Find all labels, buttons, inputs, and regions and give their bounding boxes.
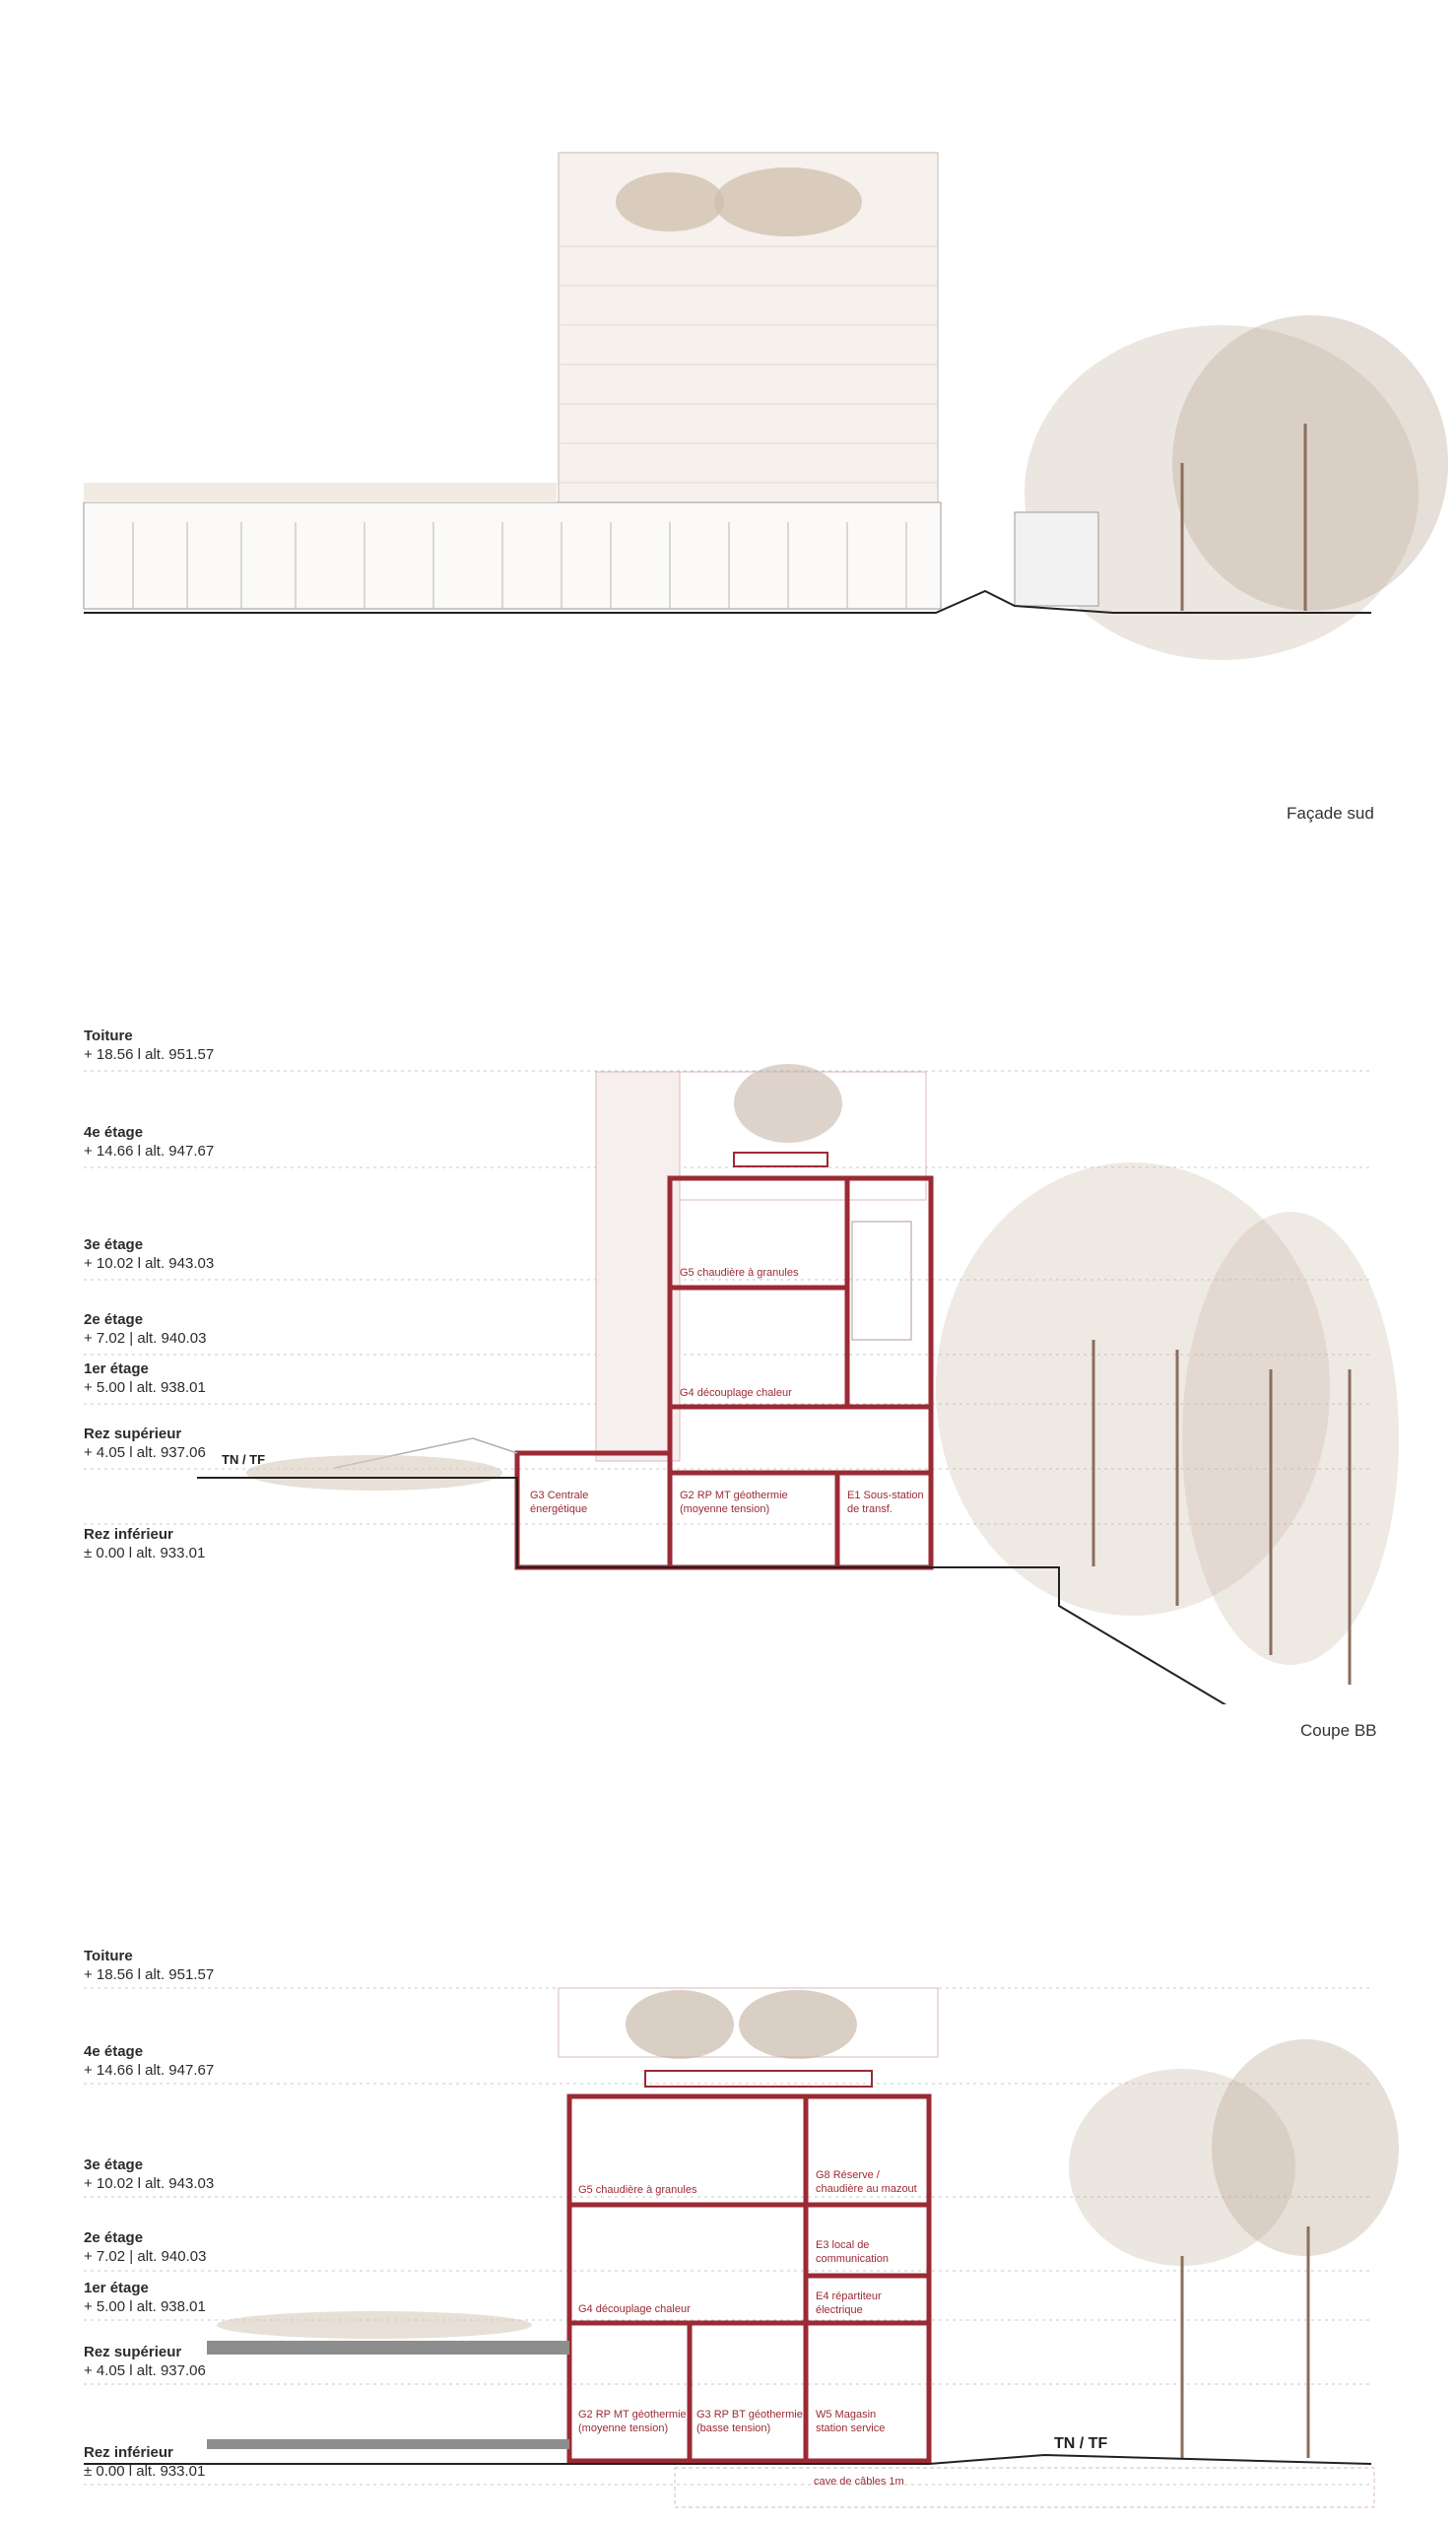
coupe-aa-room-g2a: G2 RP MT géothermie — [578, 2409, 687, 2421]
coupe-aa-room-g8b: chaudière au mazout — [816, 2183, 917, 2195]
coupe-aa-room-g8a: G8 Réserve / — [816, 2169, 880, 2181]
coupe-bb-room-g4: G4 découplage chaleur — [680, 1387, 792, 1399]
coupe-aa-level-4e: 4e étage + 14.66 l alt. 947.67 — [84, 2043, 215, 2079]
coupe-bb-room-g3a: G3 Centrale — [530, 1490, 589, 1501]
coupe-aa-level-3e: 3e étage + 10.02 l alt. 943.03 — [84, 2157, 215, 2192]
coupe-bb-level-3e: 3e étage + 10.02 l alt. 943.03 — [84, 1236, 215, 1272]
coupe-bb-room-g5: G5 chaudière à granules — [680, 1267, 799, 1279]
coupe-bb-ground-label: TN / TF — [222, 1452, 266, 1467]
coupe-bb-room-e1b: de transf. — [847, 1503, 893, 1515]
coupe-bb-level-2e: 2e étage + 7.02 | alt. 940.03 — [84, 1311, 207, 1347]
coupe-aa-level-toiture: Toiture + 18.56 l alt. 951.57 — [84, 1948, 215, 1983]
coupe-aa-level-1er: 1er étage + 5.00 l alt. 938.01 — [84, 2280, 206, 2315]
coupe-bb-room-g2a: G2 RP MT géothermie — [680, 1490, 788, 1501]
coupe-bb-room-g3b: énergétique — [530, 1503, 588, 1515]
coupe-aa-room-g2b: (moyenne tension) — [578, 2422, 669, 2434]
coupe-bb-room-e1a: E1 Sous-station — [847, 1490, 924, 1501]
coupe-bb-level-rez-sup: Rez supérieur + 4.05 l alt. 937.06 — [84, 1426, 206, 1461]
coupe-aa-room-g3a: G3 RP BT géothermie — [696, 2409, 803, 2421]
coupe-aa-room-g3b: (basse tension) — [696, 2422, 771, 2434]
coupe-aa-ground-label: TN / TF — [1054, 2435, 1108, 2452]
coupe-aa-room-e4b: électrique — [816, 2304, 863, 2316]
coupe-aa-drawing — [0, 1931, 1456, 2522]
coupe-bb-level-1er: 1er étage + 5.00 l alt. 938.01 — [84, 1361, 206, 1396]
coupe-bb-level-rez-inf: Rez inférieur ± 0.00 l alt. 933.01 — [84, 1526, 206, 1561]
coupe-aa-level-2e: 2e étage + 7.02 | alt. 940.03 — [84, 2229, 207, 2265]
coupe-aa-room-w5a: W5 Magasin — [816, 2409, 877, 2421]
coupe-aa-room-w5b: station service — [816, 2422, 886, 2434]
coupe-aa-level-rez-inf: Rez inférieur ± 0.00 l alt. 933.01 — [84, 2444, 206, 2480]
coupe-aa-room-e3a: E3 local de — [816, 2239, 870, 2251]
coupe-bb-level-toiture: Toiture + 18.56 l alt. 951.57 — [84, 1028, 215, 1063]
coupe-aa-level-rez-sup: Rez supérieur + 4.05 l alt. 937.06 — [84, 2344, 206, 2379]
coupe-aa-room-e3b: communication — [816, 2253, 889, 2265]
facade-sud-drawing — [0, 0, 1456, 690]
coupe-aa-room-e4a: E4 répartiteur — [816, 2290, 882, 2302]
coupe-aa-room-g4: G4 découplage chaleur — [578, 2303, 691, 2315]
coupe-aa-room-cave: cave de câbles 1m — [814, 2476, 904, 2488]
facade-caption: Façade sud — [1287, 804, 1374, 823]
coupe-bb-room-g2b: (moyenne tension) — [680, 1503, 770, 1515]
coupe-bb-level-4e: 4e étage + 14.66 l alt. 947.67 — [84, 1124, 215, 1160]
coupe-bb-caption: Coupe BB — [1300, 1721, 1377, 1740]
coupe-bb-drawing — [0, 1015, 1456, 1704]
coupe-aa-room-g5: G5 chaudière à granules — [578, 2184, 697, 2196]
